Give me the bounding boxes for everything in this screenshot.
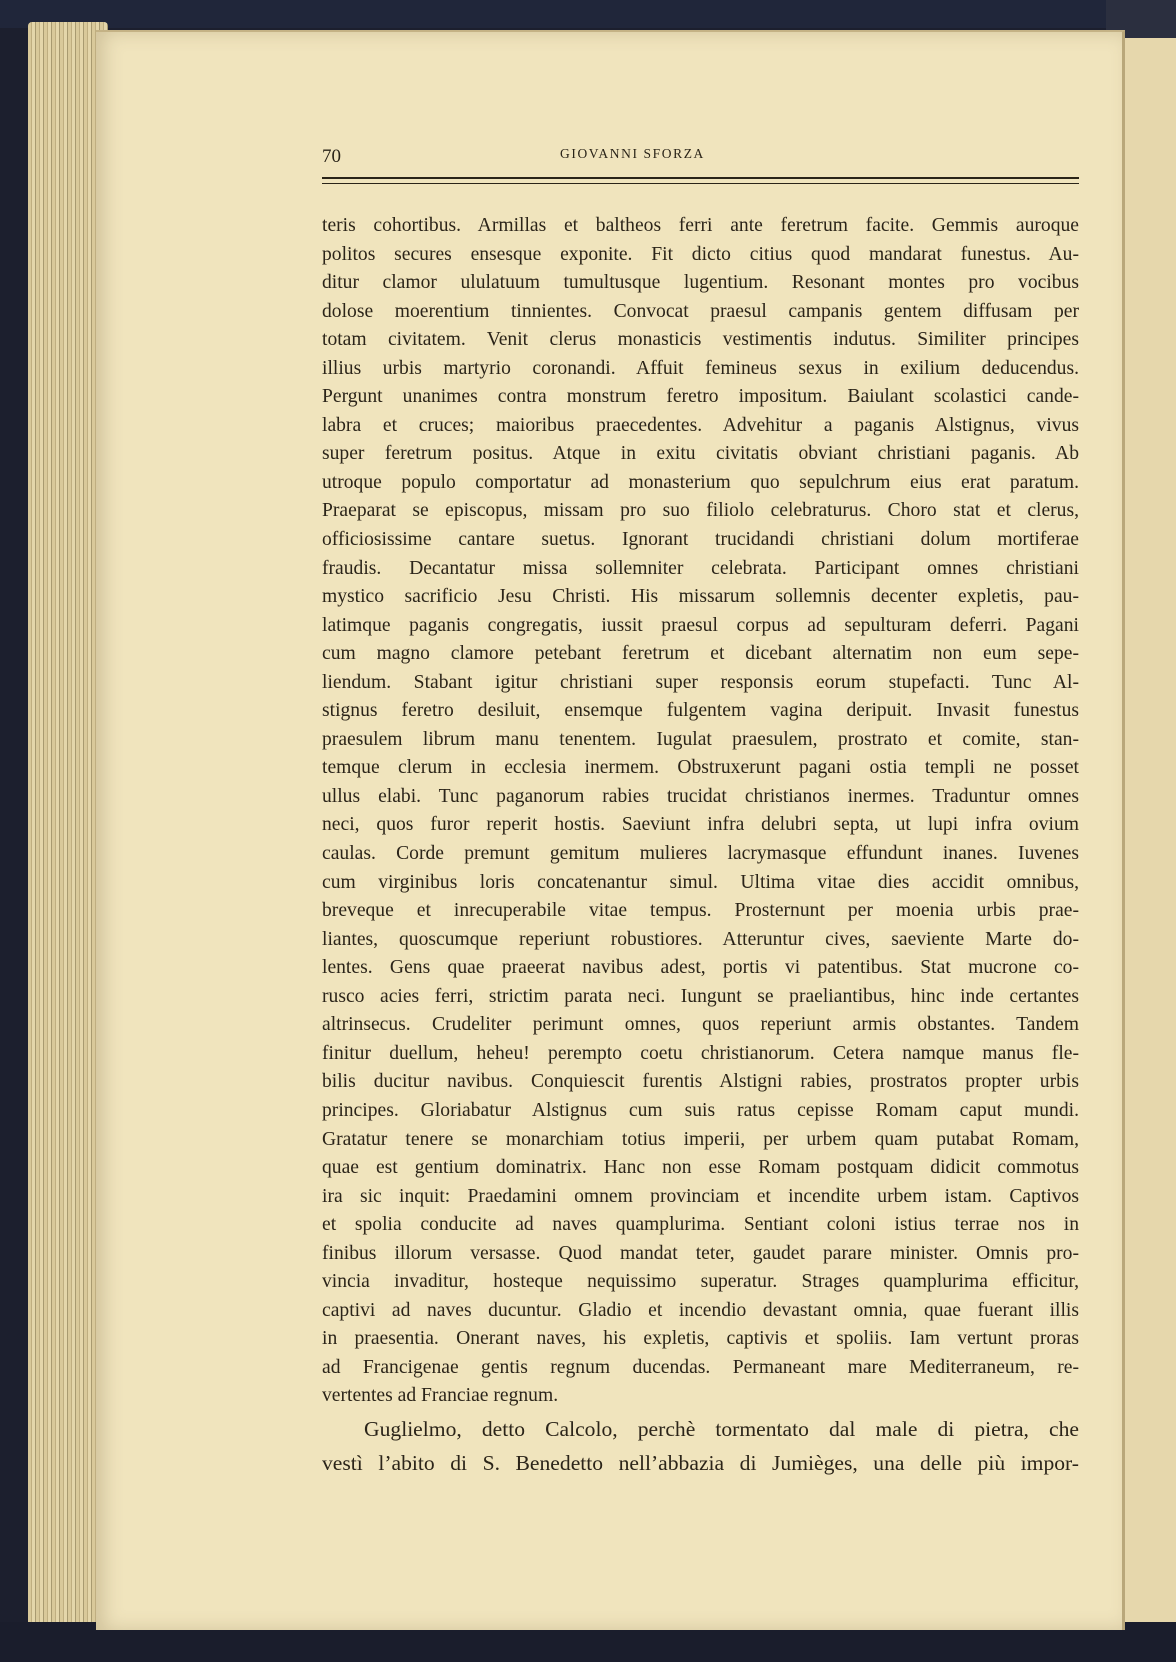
text-line: neci, quos furor reperit hostis. Saeviunt infra delubri septa, ut lupi infra ovium bbox=[322, 814, 1079, 836]
text-line: liantes, quoscumque reperiunt robustiores. Atteruntur cives, saeviente Marte do- bbox=[322, 928, 1079, 950]
text-line: finibus illorum versasse. Quod mandat teter, gaudet parare minister. Omnis pro- bbox=[322, 1242, 1079, 1264]
text-line: praesulem librum manu tenentem. Iugulat praesulem, prostrato et comite, stan- bbox=[322, 728, 1079, 750]
text-line: ad Francigenae gentis regnum ducendas. Permaneant mare Mediterraneum, re- bbox=[322, 1356, 1079, 1378]
text-line: totam civitatem. Venit clerus monasticis vestimentis indutus. Similiter principes bbox=[322, 329, 1079, 351]
text-line: dolose moerentium tinnientes. Convocat praesul campanis gentem diffusam per bbox=[322, 300, 1079, 322]
text-line: vertentes ad Franciae regnum. bbox=[322, 1385, 559, 1407]
text-line: stignus feretro desiluit, ensemque fulgentem vagina deripuit. Invasit funestus bbox=[322, 700, 1079, 722]
text-line: breveque et inrecuperabile vitae tempus. Prosternunt per moenia urbis prae- bbox=[322, 900, 1079, 922]
text-line: vincia invaditur, hosteque nequissimo superatur. Strages quamplurima efficitur, bbox=[322, 1271, 1079, 1293]
text-line: Praeparat se episcopus, missam pro suo filiolo celebraturus. Choro stat et clerus, bbox=[322, 500, 1079, 522]
text-line: politos secures ensesque exponite. Fit dicto citius quod mandarat funestus. Au- bbox=[322, 243, 1079, 265]
text-line: officiosissime cantare suetus. Ignorant trucidandi christiani dolum mortiferae bbox=[322, 529, 1079, 551]
text-line: lentes. Gens quae praeerat navibus adest, portis vi patentibus. Stat mucrone co- bbox=[322, 957, 1079, 979]
text-line: et spolia conducite ad naves quamplurima. Sentiant coloni istius terrae nos in bbox=[322, 1214, 1079, 1236]
text-line: cum magno clamore petebant feretrum et dicebant alternatim non eum sepe- bbox=[322, 643, 1079, 665]
text-line: caulas. Corde premunt gemitum mulieres lacrymasque effundunt inanes. Iuvenes bbox=[322, 843, 1079, 865]
text-line: labra et cruces; maioribus praecedentes. Advehitur a paganis Alstignus, vivus bbox=[322, 414, 1079, 436]
text-line: liendum. Stabant igitur christiani super responsis eorum stupefacti. Tunc Al- bbox=[322, 671, 1079, 693]
header-rule bbox=[322, 177, 1079, 179]
text-line: ullus elabi. Tunc paganorum rabies trucidat christianos inermes. Traduntur omnes bbox=[322, 785, 1079, 807]
text-line: ditur clamor ululatuum tumultusque lugentium. Resonant montes pro vocibus bbox=[322, 272, 1079, 294]
text-line: super feretrum positus. Atque in exitu civitatis obviant christiani paganis. Ab bbox=[322, 443, 1079, 465]
latin-passage bbox=[322, 212, 1079, 1411]
text-line: altrinsecus. Crudeliter perimunt omnes, quos reperiunt armis obstantes. Tandem bbox=[322, 1014, 1079, 1036]
text-line: utroque populo comportatur ad monasterium quo sepulchrum eius erat paratum. bbox=[322, 471, 1079, 493]
page-number: 70 bbox=[322, 146, 341, 167]
text-line: illius urbis martyrio coronandi. Affuit femineus sexus in exilium deducendus. bbox=[322, 357, 1079, 379]
italian-paragraph bbox=[322, 1412, 1079, 1480]
text-line: teris cohortibus. Armillas et baltheos ferri ante feretrum facite. Gemmis auroque bbox=[322, 215, 1079, 236]
text-line: latimque paganis congregatis, iussit praesul corpus ad sepulturam deferri. Pagani bbox=[322, 614, 1079, 636]
text-line: fraudis. Decantatur missa sollemniter celebrata. Participant omnes christiani bbox=[322, 557, 1079, 579]
scan-background-top bbox=[0, 0, 1176, 28]
text-line: vestì l’abito di S. Benedetto nell’abbazia di Jumièges, una delle più impor- bbox=[322, 1451, 1079, 1475]
text-line: captivi ad naves ducuntur. Gladio et incendio devastant omnia, quae fuerant illis bbox=[322, 1299, 1079, 1321]
facing-page-edge bbox=[1120, 38, 1176, 1628]
text-line: bilis ducitur navibus. Conquiescit furentis Alstigni rabies, prostratos propter urbis bbox=[322, 1071, 1079, 1093]
text-line: Guglielmo, detto Calcolo, perchè tormentato dal male di pietra, che bbox=[364, 1417, 1079, 1441]
header-rule-thin bbox=[322, 183, 1079, 184]
text-line: quae est gentium dominatrix. Hanc non esse Romam postquam didicit commotus bbox=[322, 1157, 1079, 1179]
text-line: in praesentia. Onerant naves, his expletis, captivis et spoliis. Iam vertunt proras bbox=[322, 1328, 1079, 1350]
text-line: finitur duellum, heheu! perempto coetu christianorum. Cetera namque manus fle- bbox=[322, 1042, 1079, 1064]
text-line: Gratatur tenere se monarchiam totius imperii, per urbem quam putabat Romam, bbox=[322, 1128, 1079, 1150]
text-line: temque clerum in ecclesia inermem. Obstruxerunt pagani ostia templi ne posset bbox=[322, 757, 1079, 779]
text-line: Pergunt unanimes contra monstrum feretro impositum. Baiulant scolastici cande- bbox=[322, 386, 1079, 408]
text-line: ira sic inquit: Praedamini omnem provinciam et incendite urbem istam. Captivos bbox=[322, 1185, 1079, 1207]
text-line: principes. Gloriabatur Alstignus cum suis ratus cepisse Romam caput mundi. bbox=[322, 1099, 1079, 1121]
text-line: rusco acies ferri, strictim parata neci. Iungunt se praeliantibus, hinc inde certantes bbox=[322, 985, 1079, 1007]
running-head: GIOVANNI SFORZA bbox=[560, 146, 705, 161]
text-line: cum virginibus loris concatenantur simul. Ultima vitae dies accidit omnibus, bbox=[322, 871, 1079, 893]
text-line: mystico sacrificio Jesu Christi. His missarum sollemnis decenter expletis, pau- bbox=[322, 586, 1079, 608]
